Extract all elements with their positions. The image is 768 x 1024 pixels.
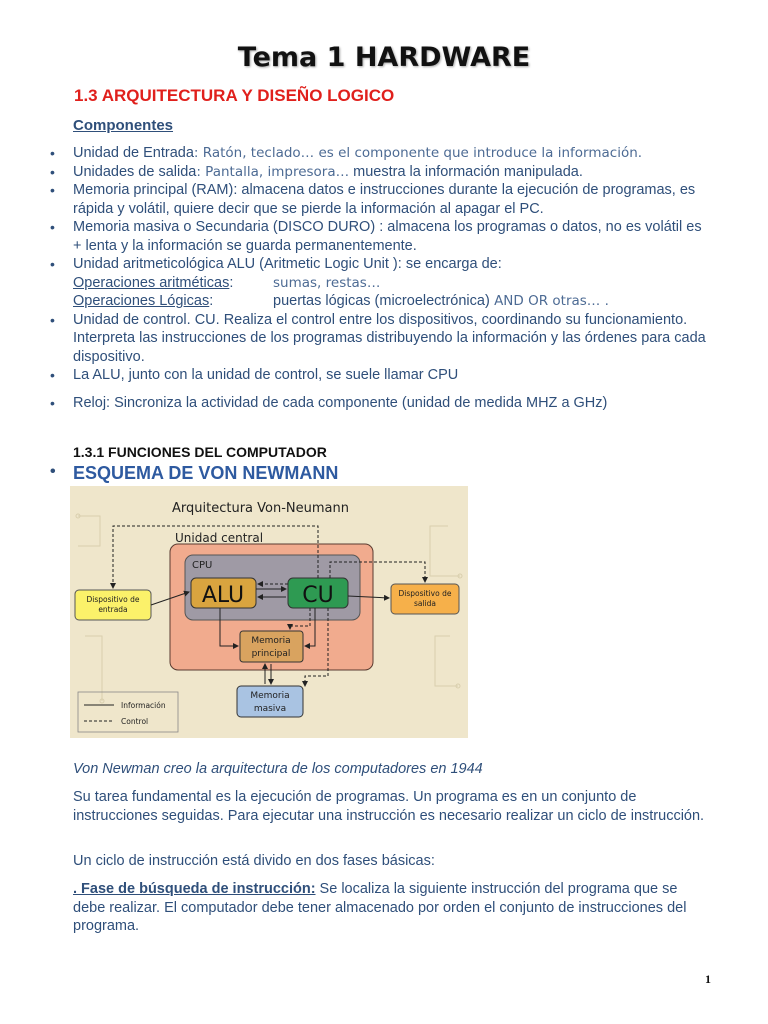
op-aritmeticas-line <box>73 274 713 293</box>
salida-desc: muestra la información manipulada. <box>349 163 583 180</box>
esquema-heading: • ESQUEMA DE VON NEWMANN <box>73 463 338 484</box>
list-item-alu <box>73 255 713 311</box>
list-item-cu: • Unidad de control. CU. Realiza el control entre los dispositivos, coordinando su funcionamiento. Interpreta las instrucciones de los programas distribuyendo la información y las órdenes para cada dispositivo. <box>73 311 713 367</box>
subsection-title: 1.3.1 FUNCIONES DEL COMPUTADOR <box>73 444 327 460</box>
alu-desc: • Unidad aritmeticológica ALU (Aritmetic Logic Unit ): se encarga de: <box>73 256 502 272</box>
salida-examples: : Pantalla, impresora… <box>196 163 350 180</box>
list-item-reloj: • Reloj: Sincroniza la actividad de cada componente (unidad de medida MHZ a GHz) <box>73 394 713 413</box>
section-title: 1.3 ARQUITECTURA Y DISEÑO LOGICO <box>74 86 395 105</box>
components-list <box>73 144 713 412</box>
alu-label: ALU <box>201 583 245 608</box>
von-neumann-diagram <box>70 486 468 738</box>
cpu-label: CPU <box>192 560 213 571</box>
memoria-masiva-label-2: masiva <box>253 704 287 714</box>
page-title: Tema 1 HARDWARE <box>237 42 531 73</box>
op-aritmeticas-value: sumas, restas… <box>273 274 381 291</box>
list-item-masiva: • Memoria masiva o Secundaria (DISCO DURO) : almacena los programas o datos, no es volátil es + lenta y la información se guarda permanentemente. <box>73 218 713 255</box>
entrada-label: Unidad de Entrada <box>73 145 194 161</box>
paragraph-fase-busqueda <box>73 880 713 936</box>
unidad-central-label: Unidad central <box>175 531 264 545</box>
legend-control-label: Control <box>121 717 149 726</box>
op-logicas-label: Operaciones Lógicas <box>73 293 210 309</box>
components-heading: Componentes <box>73 117 174 134</box>
list-item-salida <box>73 163 713 182</box>
entrada-label-1: Dispositivo de <box>86 595 140 604</box>
fase-busqueda-label: . Fase de búsqueda de instrucción: <box>73 881 316 897</box>
list-item-ram: • Memoria principal (RAM): almacena datos e instrucciones durante la ejecución de programas, es rápida y volátil, quiere decir que se pierde la información al apagar el PC. <box>73 181 713 218</box>
op-aritmeticas-label: Operaciones aritméticas <box>73 274 230 291</box>
entrada-desc: : Ratón, teclado… es el componente que introduce la información. <box>193 145 643 161</box>
list-item-cpu: • La ALU, junto con la unidad de control, se suele llamar CPU <box>73 366 713 385</box>
salida-label-1: Dispositivo de <box>398 589 452 598</box>
fase-busqueda-text: Se localiza la siguiente instrucción del programa que se debe realizar. El computador debe tener almacenado por orden el conjunto de instrucciones del programa. <box>73 881 687 934</box>
legend-info-label: Información <box>121 701 166 710</box>
memoria-masiva-label-1: Memoria <box>250 691 290 701</box>
list-item-entrada <box>73 144 713 163</box>
memoria-principal-label-2: principal <box>251 649 291 659</box>
cu-label: CU <box>302 583 334 608</box>
op-aritmeticas-colon: : <box>229 274 234 291</box>
op-logicas-value: puertas lógicas (microelectrónica) <box>273 293 490 309</box>
paragraph-tarea: Su tarea fundamental es la ejecución de programas. Un programa es en un conjunto de instrucciones seguidas. Para ejecutar una instrucción es necesario realizar un ciclo de instrucción. <box>73 789 705 824</box>
op-logicas-line <box>73 292 713 311</box>
salida-label: Unidades de salida <box>73 163 197 180</box>
op-logicas-colon: : <box>209 293 214 309</box>
paragraph-von-newman: Von Newman creo la arquitectura de los computadores en 1944 <box>73 761 483 777</box>
memoria-principal-label-1: Memoria <box>251 636 291 646</box>
paragraph-ciclo: Un ciclo de instrucción está divido en dos fases básicas: <box>73 853 435 869</box>
salida-label-2: salida <box>413 599 437 608</box>
diagram-title: Arquitectura Von-Neumann <box>172 501 349 516</box>
entrada-label-2: entrada <box>98 605 128 614</box>
op-logicas-extra: AND OR otras… . <box>489 293 609 309</box>
page-number: 1 <box>705 972 711 986</box>
